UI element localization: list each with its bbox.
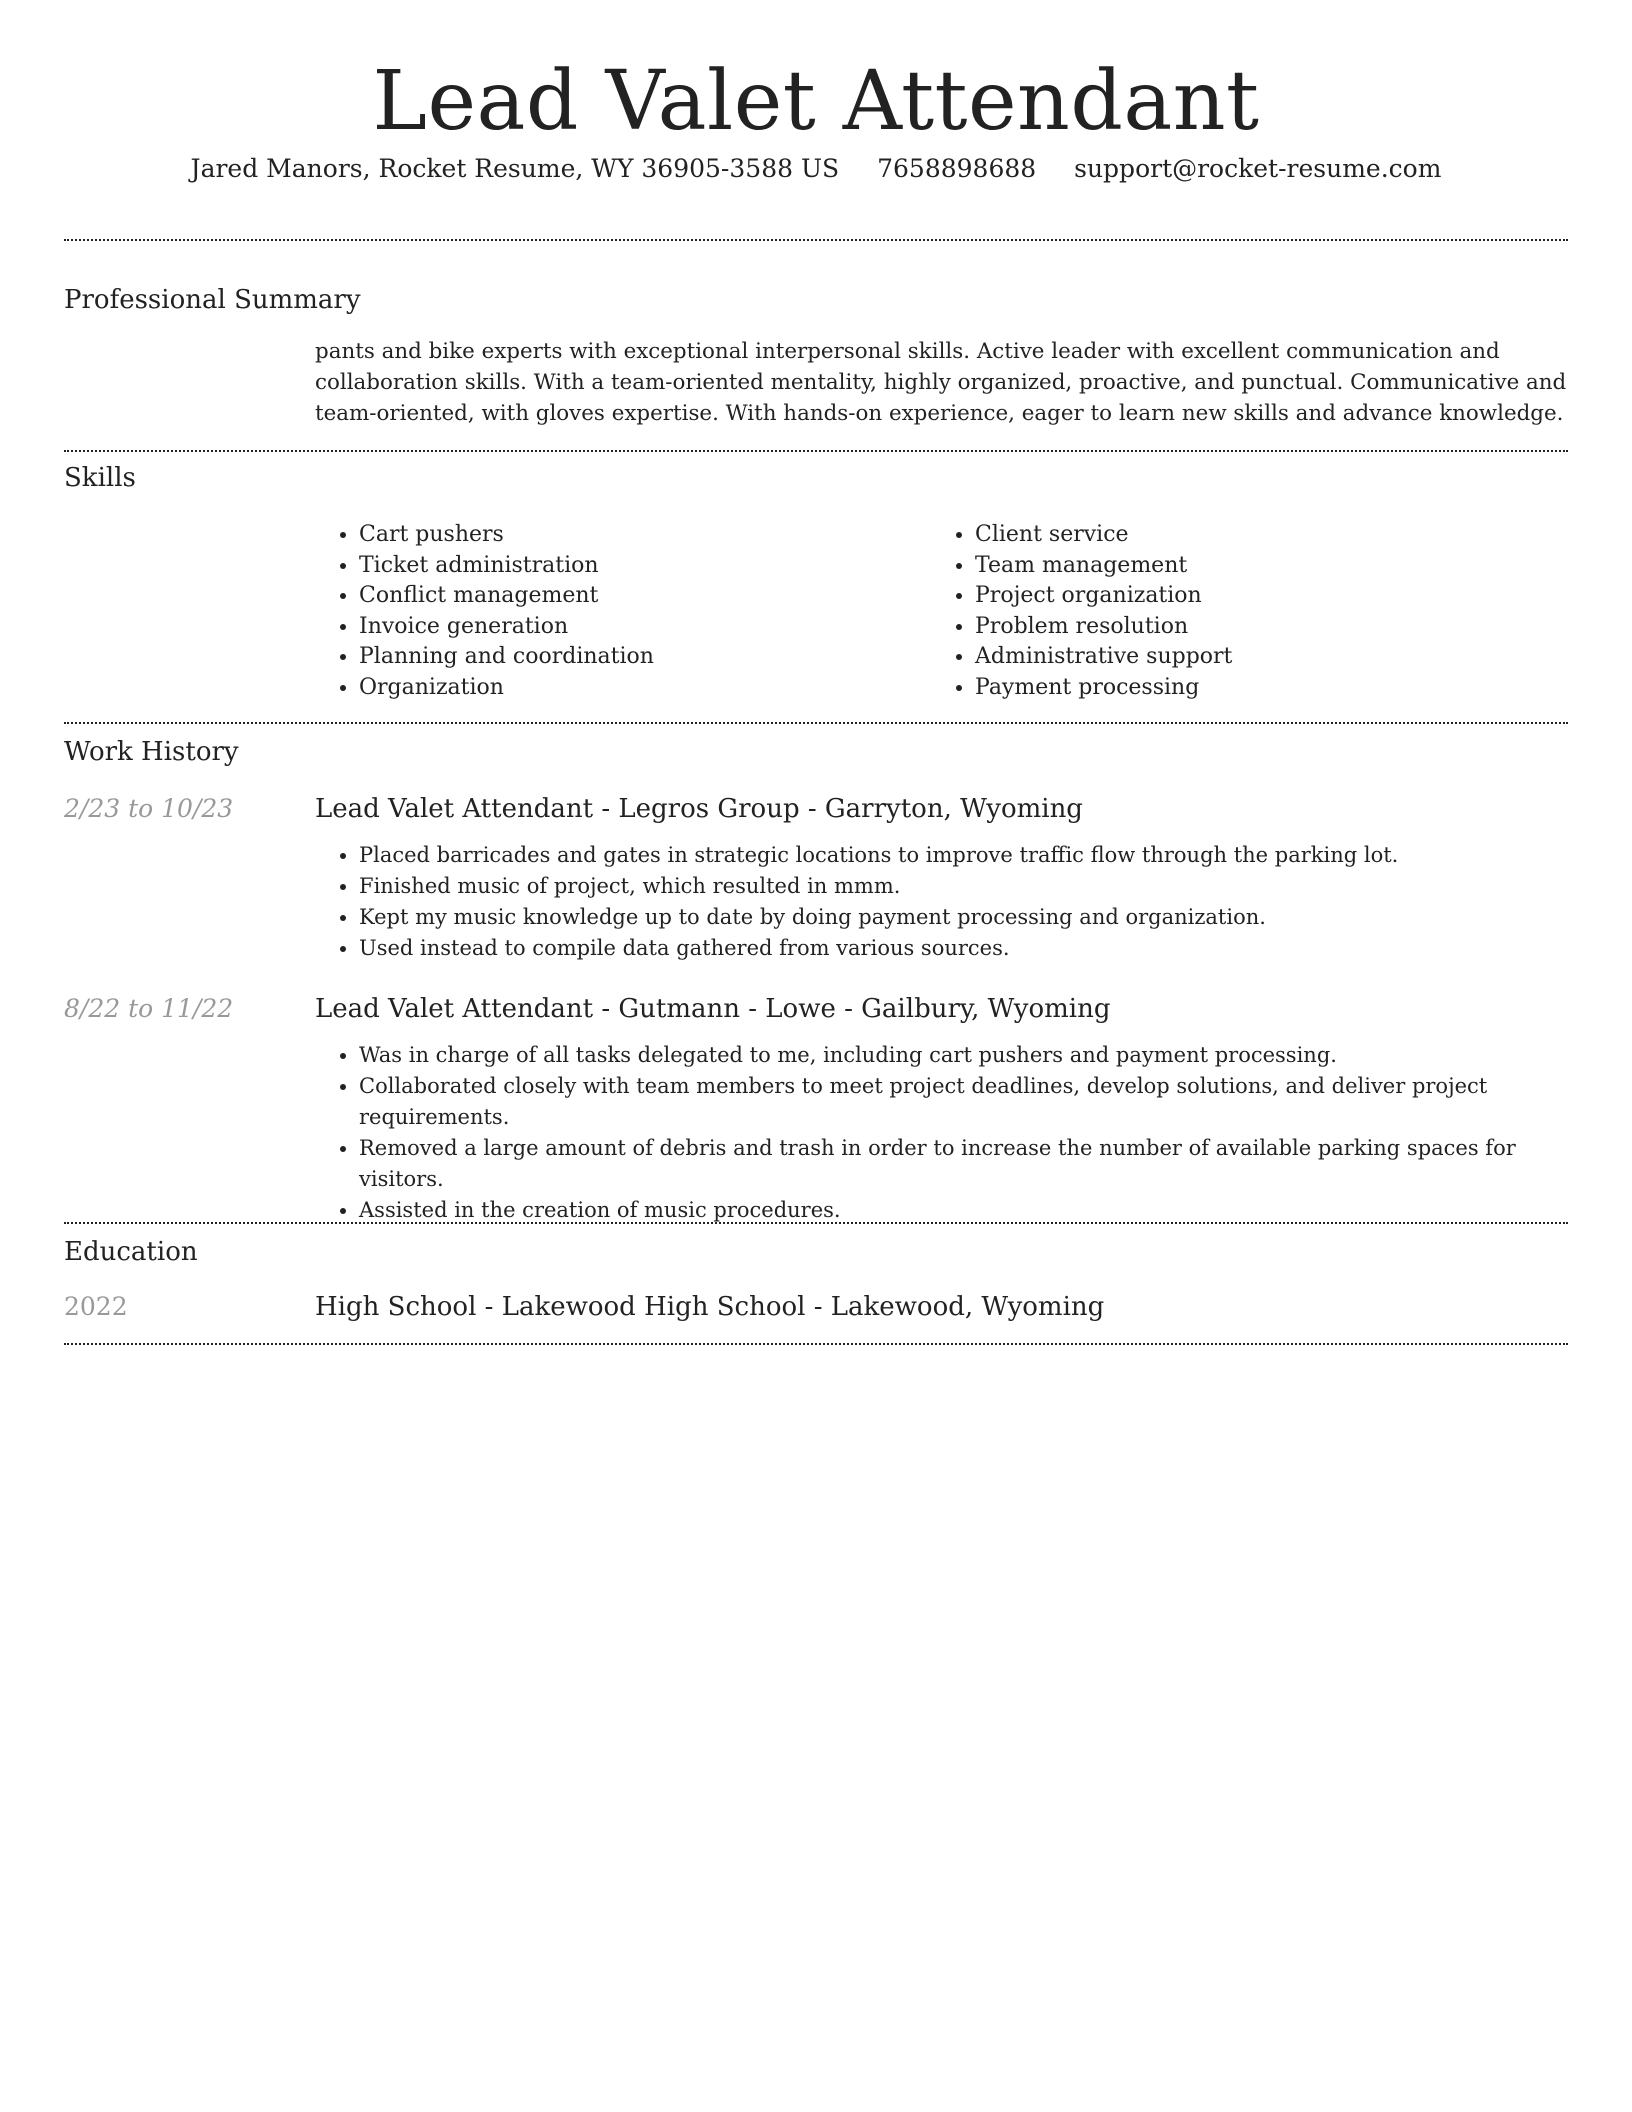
job-bullet: • Placed barricades and gates in strategic locations to improve traffic flow through the parking lot. bbox=[359, 840, 1568, 871]
skill-item: • Conflict management bbox=[359, 581, 931, 612]
job-entry bbox=[64, 792, 1568, 964]
skill-item: • Project organization bbox=[975, 581, 1232, 612]
section-divider bbox=[64, 722, 1568, 724]
skill-item: • Client service bbox=[975, 520, 1232, 551]
skill-item: • Cart pushers bbox=[359, 520, 931, 551]
contact-email: support@rocket-resume.com bbox=[1074, 154, 1442, 183]
work-heading: Work History bbox=[64, 737, 239, 767]
summary-heading: Professional Summary bbox=[64, 285, 361, 315]
skill-item: • Ticket administration bbox=[359, 551, 931, 582]
section-divider bbox=[64, 239, 1568, 241]
education-heading: Education bbox=[64, 1237, 198, 1267]
section-divider bbox=[64, 1343, 1568, 1345]
education-section bbox=[64, 1232, 1568, 1324]
skills-grid bbox=[315, 520, 1232, 704]
skill-item: • Organization bbox=[359, 673, 931, 704]
job-bullet: • Kept my music knowledge up to date by doing payment processing and organization. bbox=[359, 902, 1568, 933]
job-bullet: • Removed a large amount of debris and trash in order to increase the number of available parking spaces for visitors. bbox=[359, 1133, 1568, 1195]
job-title: Lead Valet Attendant - Gutmann - Lowe - Gailbury, Wyoming bbox=[315, 994, 1111, 1024]
candidate-name: Lead Valet Attendant bbox=[372, 54, 1260, 149]
skill-item: • Problem resolution bbox=[975, 612, 1232, 643]
job-dates: 2/23 to 10/23 bbox=[64, 794, 234, 823]
skills-list-right bbox=[931, 520, 1232, 704]
job-bullets bbox=[315, 840, 1568, 964]
contact-address: Jared Manors, Rocket Resume, WY 36905-3588 US bbox=[190, 154, 840, 183]
job-dates: 8/22 to 11/22 bbox=[64, 994, 234, 1023]
skill-item: • Planning and coordination bbox=[359, 642, 931, 673]
skill-item: • Team management bbox=[975, 551, 1232, 582]
job-bullet: • Assisted in the creation of music procedures. bbox=[359, 1195, 1568, 1226]
contact-phone: 7658898688 bbox=[877, 154, 1037, 183]
job-bullet: • Collaborated closely with team members to meet project deadlines, develop solutions, and deliver project requirements. bbox=[359, 1071, 1568, 1133]
job-bullet: • Was in charge of all tasks delegated to me, including cart pushers and payment processing. bbox=[359, 1040, 1568, 1071]
summary-section bbox=[64, 280, 1568, 429]
skills-list-left bbox=[315, 520, 931, 704]
skill-item: • Administrative support bbox=[975, 642, 1232, 673]
section-divider bbox=[64, 450, 1568, 452]
skills-heading: Skills bbox=[64, 463, 136, 493]
work-section bbox=[64, 732, 1568, 1226]
contact-line bbox=[64, 152, 1568, 186]
skill-item: • Payment processing bbox=[975, 673, 1232, 704]
education-year: 2022 bbox=[64, 1292, 128, 1321]
summary-text: pants and bike experts with exceptional interpersonal skills. Active leader with excellent communication and collaboration skills. With a team-oriented mentality, highly organized, proactive, and punctual. Communicative and team-oriented, with gloves expertise. With hands-on experience, eager to learn new skills and advance knowledge. bbox=[315, 339, 1567, 426]
job-bullet: • Finished music of project, which resulted in mmm. bbox=[359, 871, 1568, 902]
job-title: Lead Valet Attendant - Legros Group - Garryton, Wyoming bbox=[315, 794, 1083, 824]
job-bullet: • Used instead to compile data gathered from various sources. bbox=[359, 933, 1568, 964]
section-divider bbox=[64, 1222, 1568, 1224]
job-bullets bbox=[315, 1040, 1568, 1226]
skills-section bbox=[64, 458, 1568, 704]
job-entry bbox=[64, 992, 1568, 1226]
education-entry: High School - Lakewood High School - Lakewood, Wyoming bbox=[315, 1292, 1105, 1322]
skill-item: • Invoice generation bbox=[359, 612, 931, 643]
